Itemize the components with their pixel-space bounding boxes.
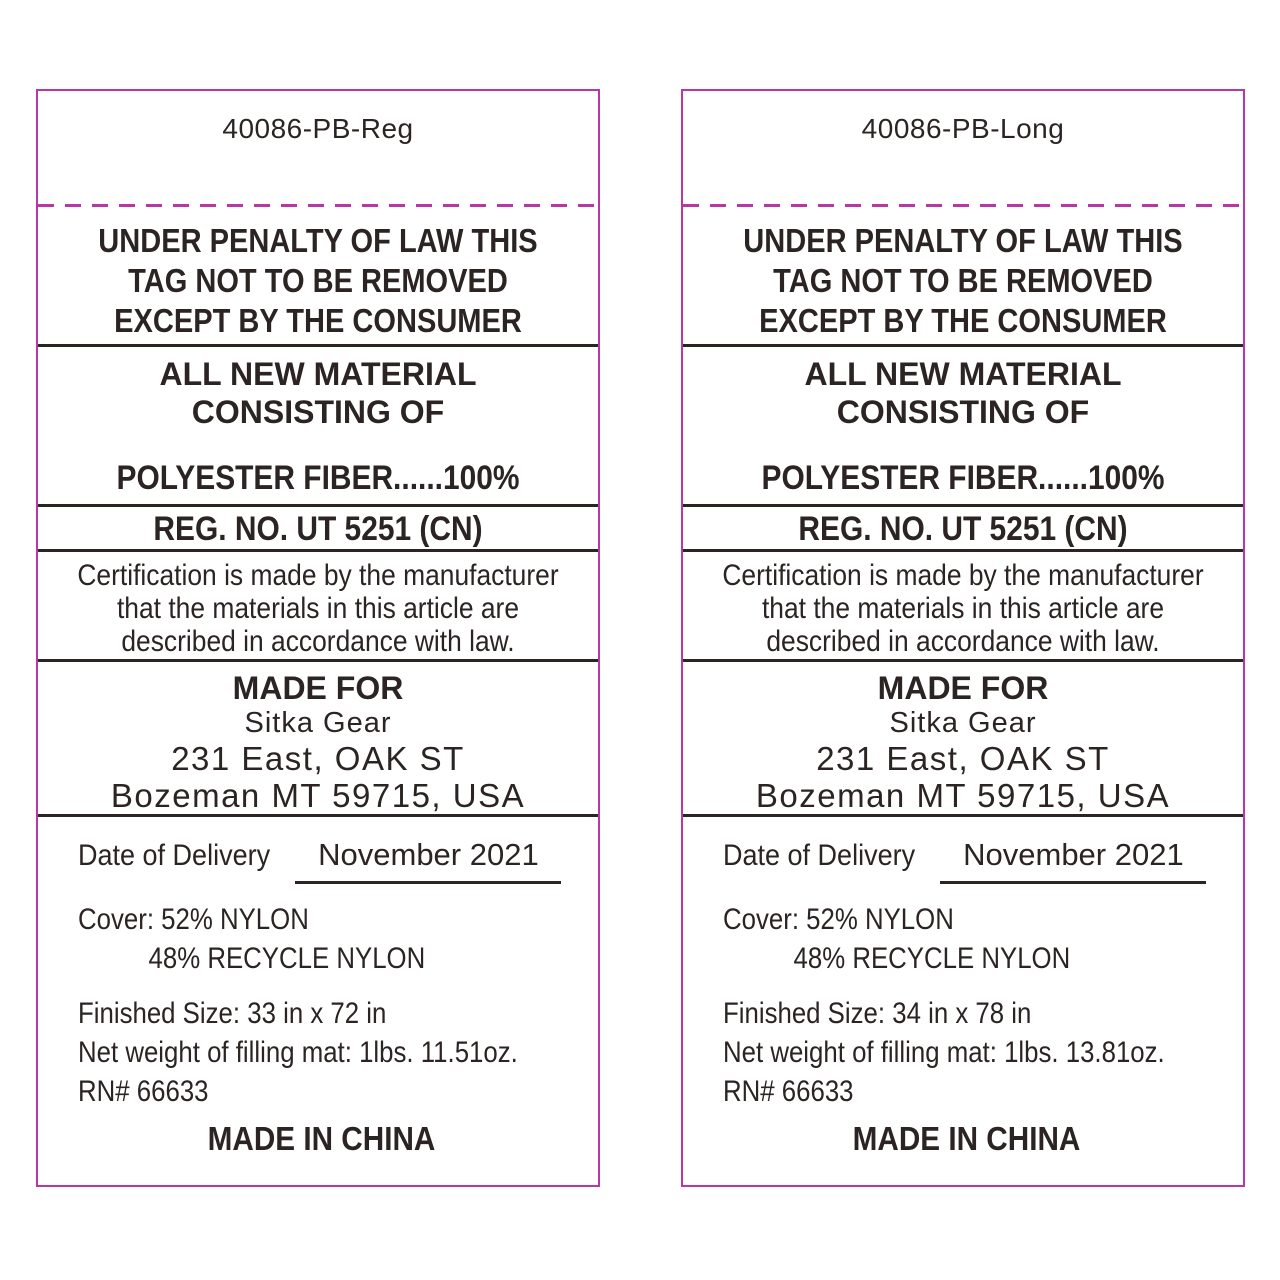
made-for-heading: MADE FOR (232, 670, 404, 706)
rn-number: RN# 66633 (78, 1075, 209, 1108)
fiber-content-line: POLYESTER FIBER......100% (116, 459, 520, 497)
cover-content-line: 48% RECYCLE NYLON (793, 942, 1071, 975)
labels-row (36, 89, 1245, 1187)
delivery-date-value: November 2021 (940, 837, 1206, 884)
finished-size-label: Finished Size: (78, 997, 241, 1030)
finished-size-value: 34 in x 78 in (892, 997, 1032, 1030)
penalty-line: EXCEPT BY THE CONSUMER (759, 302, 1167, 339)
company-name: Sitka Gear (889, 707, 1037, 739)
delivery-date-label: Date of Delivery (723, 839, 916, 872)
delivery-date-label: Date of Delivery (78, 839, 271, 872)
reg-number: REG. NO. UT 5251 (CN) (153, 510, 483, 548)
company-name: Sitka Gear (244, 707, 392, 739)
finished-size-line (78, 994, 496, 1033)
penalty-line: TAG NOT TO BE REMOVED (773, 262, 1153, 299)
address-line: 231 East, OAK ST (816, 740, 1110, 777)
made-for-section (38, 662, 598, 817)
penalty-line: EXCEPT BY THE CONSUMER (114, 302, 522, 339)
penalty-line: TAG NOT TO BE REMOVED (128, 262, 508, 299)
details-section (38, 817, 598, 1185)
material-line: CONSISTING OF (191, 394, 445, 430)
certification-line: Certification is made by the manufacturer (77, 559, 559, 592)
material-line: ALL NEW MATERIAL (804, 356, 1122, 392)
reg-number-section (683, 507, 1243, 552)
address-line: Bozeman MT 59715, USA (755, 777, 1171, 814)
penalty-line: UNDER PENALTY OF LAW THIS (743, 222, 1183, 259)
fiber-content-line: POLYESTER FIBER......100% (761, 459, 1165, 497)
net-weight-line (723, 1033, 1165, 1072)
material-line: ALL NEW MATERIAL (159, 356, 477, 392)
delivery-date-row (78, 837, 564, 884)
certification-section (683, 552, 1243, 662)
reg-number-section (38, 507, 598, 552)
material-line: CONSISTING OF (836, 394, 1090, 430)
reg-number: REG. NO. UT 5251 (CN) (798, 510, 1128, 548)
address-line: 231 East, OAK ST (171, 740, 465, 777)
cover-content-line: Cover: 52% NYLON (723, 903, 954, 936)
certification-line: that the materials in this article are (116, 592, 520, 625)
net-weight-label: Net weight of filling mat: (723, 1036, 997, 1069)
origin-text: MADE IN CHINA (852, 1120, 1080, 1157)
finished-size-line (723, 994, 1141, 1033)
made-for-section (683, 662, 1243, 817)
tag-id-section (683, 91, 1243, 204)
rn-number: RN# 66633 (723, 1075, 854, 1108)
details-section (683, 817, 1243, 1185)
tag-id: 40086-PB-Long (861, 113, 1065, 144)
tag-id-section (38, 91, 598, 204)
certification-section (38, 552, 598, 662)
cover-content-line: Cover: 52% NYLON (78, 903, 309, 936)
made-for-heading: MADE FOR (877, 670, 1049, 706)
net-weight-value: 1lbs. 11.51oz. (359, 1036, 518, 1069)
certification-line: that the materials in this article are (761, 592, 1165, 625)
law-tag-reg (36, 89, 600, 1187)
address-line: Bozeman MT 59715, USA (110, 777, 526, 814)
origin-line (723, 1119, 1209, 1159)
origin-line (78, 1119, 564, 1159)
material-section (683, 347, 1243, 507)
finished-size-label: Finished Size: (723, 997, 886, 1030)
cover-content-line: 48% RECYCLE NYLON (148, 942, 426, 975)
certification-line: Certification is made by the manufacturer (722, 559, 1204, 592)
penalty-line: UNDER PENALTY OF LAW THIS (98, 222, 538, 259)
tag-id: 40086-PB-Reg (222, 113, 414, 144)
penalty-section (38, 207, 598, 347)
net-weight-line (78, 1033, 518, 1072)
material-section (38, 347, 598, 507)
penalty-section (683, 207, 1243, 347)
finished-size-value: 33 in x 72 in (247, 997, 387, 1030)
delivery-date-value: November 2021 (295, 837, 561, 884)
law-tag-long (681, 89, 1245, 1187)
net-weight-label: Net weight of filling mat: (78, 1036, 352, 1069)
delivery-date-row (723, 837, 1209, 884)
certification-line: described in accordance with law. (766, 625, 1160, 658)
certification-line: described in accordance with law. (121, 625, 515, 658)
origin-text: MADE IN CHINA (207, 1120, 435, 1157)
net-weight-value: 1lbs. 13.81oz. (1004, 1036, 1165, 1069)
